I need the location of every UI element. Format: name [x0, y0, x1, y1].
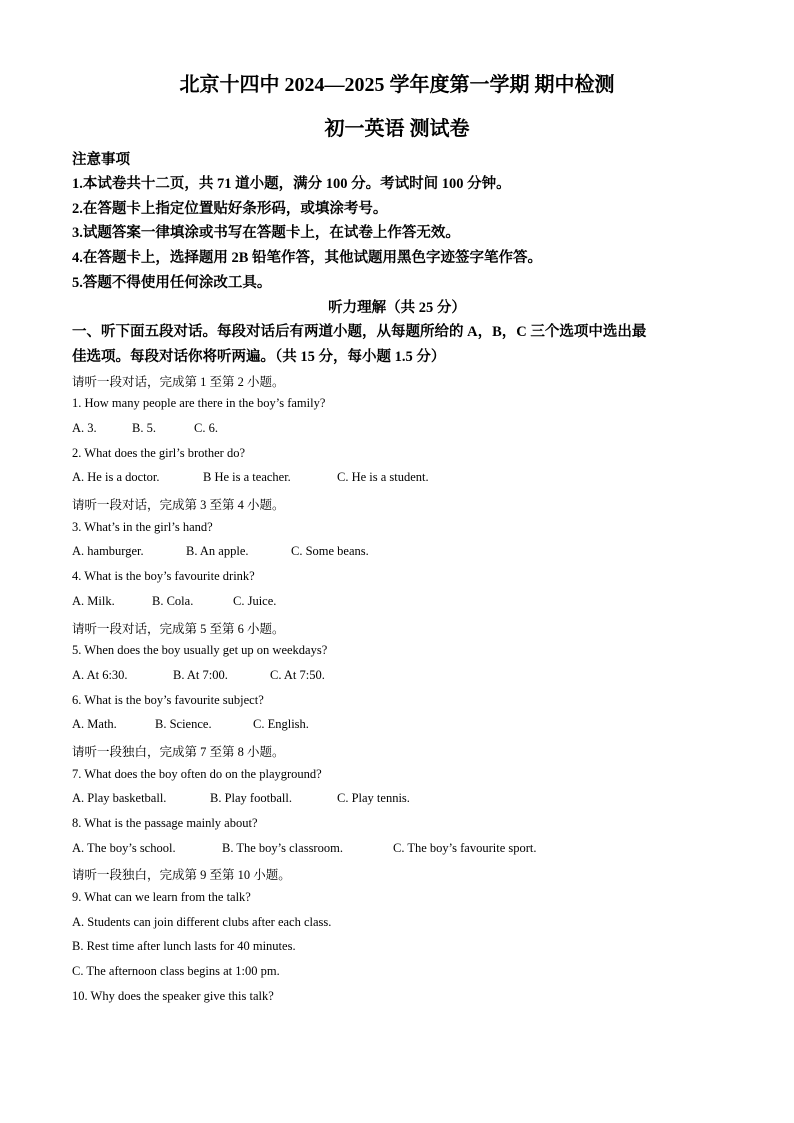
question-text: 10. Why does the speaker give this talk? [72, 989, 274, 1003]
question-text: 7. What does the boy often do on the playground? [72, 767, 322, 781]
option: C. The boy’s favourite sport. [393, 841, 537, 855]
question-text: 4. What is the boy’s favourite drink? [72, 569, 255, 583]
option: B. At 7:00. [173, 668, 228, 682]
exam-subtitle: 初一英语 测试卷 [324, 118, 470, 140]
option: A. Milk. [72, 594, 115, 608]
option: C. He is a student. [337, 470, 429, 484]
question-text: 8. What is the passage mainly about? [72, 816, 258, 830]
question-text: 9. What can we learn from the talk? [72, 890, 251, 904]
option: A. He is a doctor. [72, 470, 160, 484]
option: C. Juice. [233, 594, 277, 608]
option: C. Play tennis. [337, 791, 410, 805]
notice-item: 5.答题不得使用任何涂改工具。 [72, 275, 272, 291]
question-text: 3. What’s in the girl’s hand? [72, 520, 213, 534]
option: B He is a teacher. [203, 470, 291, 484]
option: C. English. [253, 717, 309, 731]
option: A. At 6:30. [72, 668, 128, 682]
option: B. Play football. [210, 791, 292, 805]
question-option: A. Students can join different clubs after each class. [72, 915, 332, 929]
option: A. Math. [72, 717, 117, 731]
dialogue-intro: 请听一段对话，完成第 5 至第 6 小题。 [72, 622, 285, 636]
option: B. 5. [132, 421, 156, 435]
notice-item: 2.在答题卡上指定位置贴好条形码，或填涂考号。 [72, 201, 388, 217]
section-title: 听力理解（共 25 分） [328, 300, 466, 316]
question-options [72, 668, 325, 683]
notice-item: 4.在答题卡上，选择题用 2B 铅笔作答，其他试题用黑色字迹签字笔作答。 [72, 250, 543, 266]
notice-item: 3.试题答案一律填涂或书写在答题卡上，在试卷上作答无效。 [72, 225, 460, 241]
option: B. An apple. [186, 544, 249, 558]
dialogue-intro: 请听一段对话，完成第 3 至第 4 小题。 [72, 498, 285, 512]
option: A. 3. [72, 421, 97, 435]
question-options [72, 421, 218, 436]
part-instruction-line: 佳选项。每段对话你将听两遍。（共 15 分，每小题 1.5 分） [72, 349, 446, 365]
option: C. At 7:50. [270, 668, 325, 682]
option: A. hamburger. [72, 544, 144, 558]
question-options [72, 791, 410, 806]
option: B. Science. [155, 717, 212, 731]
question-options [72, 841, 537, 856]
part-instruction-line: 一、听下面五段对话。每段对话后有两道小题，从每题所给的 A，B，C 三个选项中选出最 [72, 324, 647, 340]
option: A. Play basketball. [72, 791, 167, 805]
dialogue-intro: 请听一段对话，完成第 1 至第 2 小题。 [72, 375, 285, 389]
question-option: C. The afternoon class begins at 1:00 pm. [72, 964, 280, 978]
option: C. 6. [194, 421, 218, 435]
notice-item: 1.本试卷共十二页，共 71 道小题，满分 100 分。考试时间 100 分钟。 [72, 176, 511, 192]
question-option: B. Rest time after lunch lasts for 40 minutes. [72, 939, 296, 953]
exam-title: 北京十四中 2024—2025 学年度第一学期 期中检测 [179, 74, 615, 96]
question-options [72, 594, 276, 609]
option: B. The boy’s classroom. [222, 841, 343, 855]
monologue-intro: 请听一段独白，完成第 9 至第 10 小题。 [72, 868, 291, 882]
question-text: 6. What is the boy’s favourite subject? [72, 693, 264, 707]
question-options [72, 470, 429, 485]
question-options [72, 544, 369, 559]
option: B. Cola. [152, 594, 194, 608]
option: A. The boy’s school. [72, 841, 176, 855]
question-options [72, 717, 309, 732]
monologue-intro: 请听一段独白，完成第 7 至第 8 小题。 [72, 745, 285, 759]
option: C. Some beans. [291, 544, 369, 558]
question-text: 5. When does the boy usually get up on weekdays? [72, 643, 328, 657]
question-text: 2. What does the girl’s brother do? [72, 446, 245, 460]
question-text: 1. How many people are there in the boy’s family? [72, 396, 326, 410]
notice-heading: 注意事项 [72, 152, 130, 168]
